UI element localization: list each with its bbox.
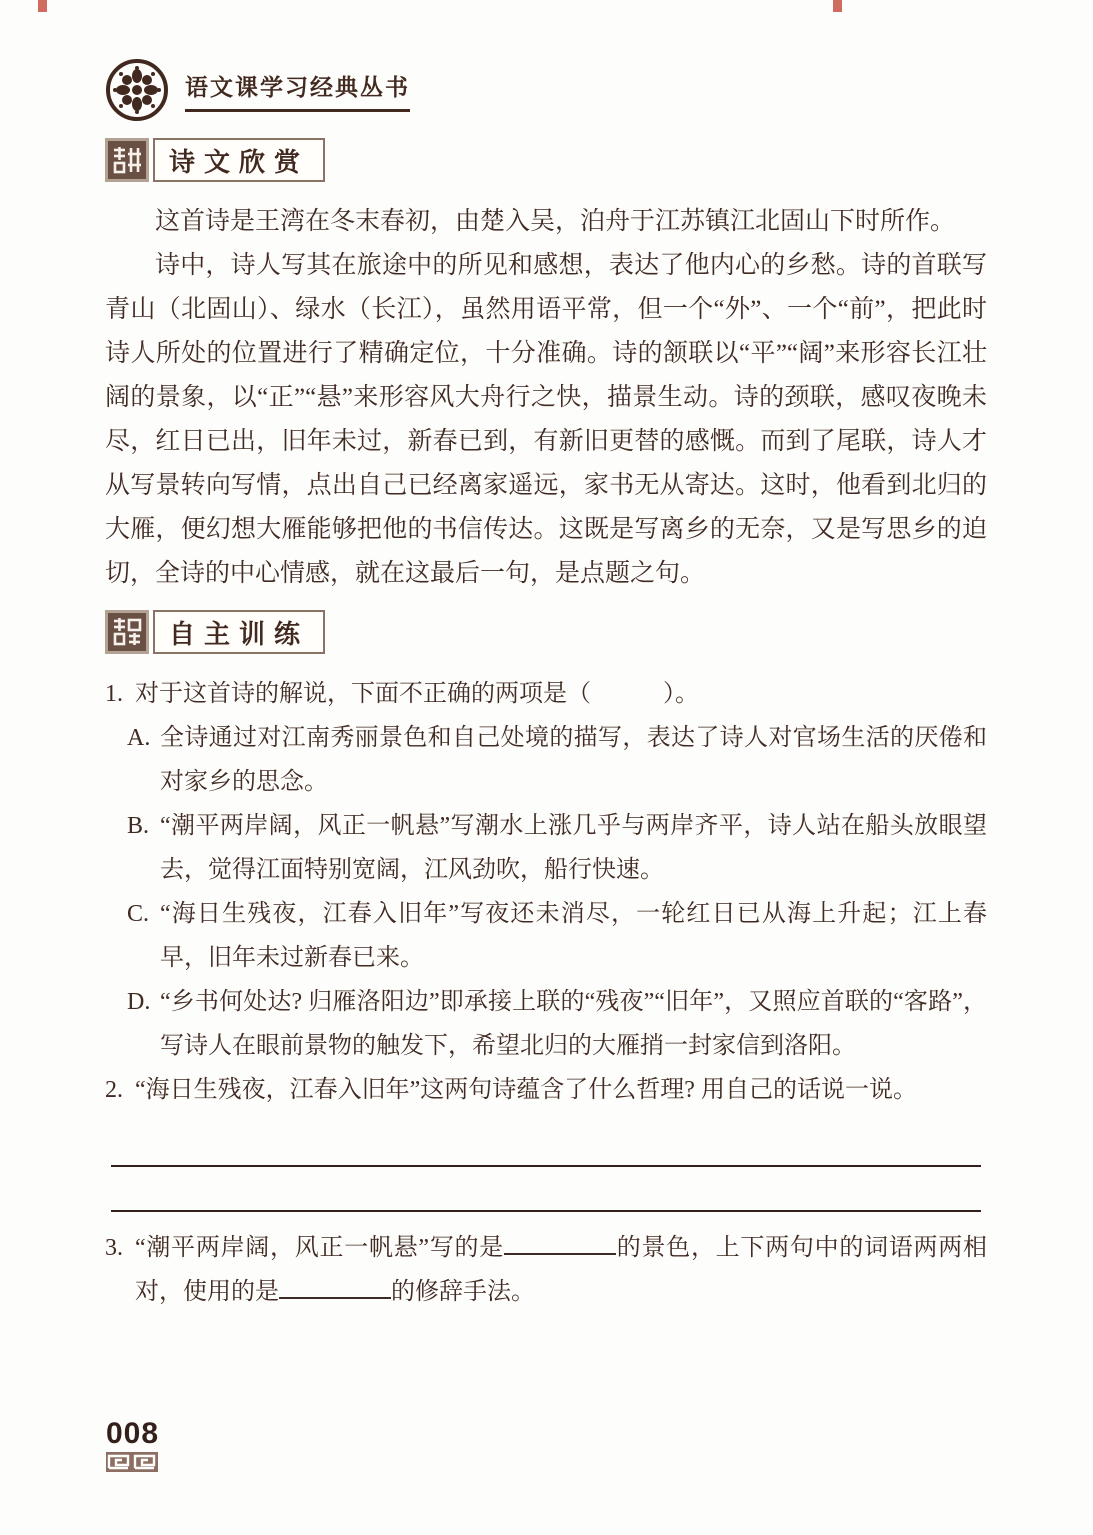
series-logo-icon <box>105 58 169 122</box>
section-badge-appreciation <box>105 138 987 182</box>
option-label: B. <box>127 813 150 839</box>
appreciation-body <box>105 200 987 596</box>
question-text-part: 的是 <box>231 1279 279 1305</box>
option-label: A. <box>127 725 151 751</box>
option-text: “海日生残夜，江春入旧年”写夜还未消尽，一轮红日已从海上升起；江上春早，旧年未过新春已来。 <box>160 901 987 971</box>
scan-artifact <box>38 0 47 12</box>
question-text-part: 的景色，上下两句中的词语两两相对，使用 <box>135 1235 987 1305</box>
question-number: 3. <box>105 1235 123 1261</box>
option-text: “乡书何处达? 归雁洛阳边”即承接上联的“残夜”“旧年”，又照应首联的“客路”，写诗人在眼前景物的触发下，希望北归的大雁捎一封家信到洛阳。 <box>160 989 987 1059</box>
paragraph: 这首诗是王湾在冬末春初，由楚入吴，泊舟于江苏镇江北固山下时所作。 <box>155 208 956 235</box>
option-d <box>105 980 987 1068</box>
question-text: “海日生残夜，江春入旧年”这两句诗蕴含了什么哲理? 用自己的话说一说。 <box>135 1077 917 1103</box>
option-b <box>105 804 987 892</box>
answer-area <box>111 1122 981 1212</box>
section-title-appreciation: 诗文欣赏 <box>153 138 325 182</box>
series-title: 语文课学习经典丛书 <box>185 69 410 112</box>
fill-in-blank[interactable] <box>279 1276 391 1299</box>
page-number: 008 <box>106 1417 160 1450</box>
question-2 <box>105 1068 987 1112</box>
question-number: 1. <box>105 681 123 707</box>
paragraph: 诗中，诗人写其在旅途中的所见和感想，表达了他内心的乡愁。诗的首联写青山（北固山）、绿水（长江），虽然用语平常，但一个“外”、一个“前”，把此时诗人所处的位置进行了精确定位，十分准确。诗的颔联以“平”“阔”来形容长江壮阔的景象，以“正”“悬”来形容风大舟行之快，描景生动。诗的颈联，感叹夜晚未尽，红日已出，旧年未过，新春已到，有新旧更替的感慨。而到了尾联，诗人才从写景转向写情，点出自己已经离家遥远，家书无从寄达。这时，他看到北归的大雁，便幻想大雁能够把他的书信传达。这既是写离乡的无奈，又是写思乡的迫切，全诗的中心情感，就在这最后一句，是点题之句。 <box>105 252 987 587</box>
answer-writing-line[interactable] <box>111 1167 981 1212</box>
page-footer <box>106 1419 159 1472</box>
option-text: “潮平两岸阔，风正一帆悬”写潮水上涨几乎与两岸齐平，诗人站在船头放眼望去，觉得江面特别宽阔，江风劲吹，船行快速。 <box>160 813 987 883</box>
page-header <box>105 58 987 122</box>
meander-ornament-icon <box>106 1452 158 1472</box>
section-title-training: 自主训练 <box>153 610 325 654</box>
option-a <box>105 716 987 804</box>
question-list <box>105 672 987 1314</box>
section-badge-training <box>105 610 987 654</box>
option-c <box>105 892 987 980</box>
seal-stamp-icon <box>105 610 149 654</box>
question-number: 2. <box>105 1077 123 1103</box>
option-label: C. <box>127 901 150 927</box>
question-1-options <box>105 716 987 1068</box>
scan-artifact <box>833 0 842 12</box>
question-1 <box>105 672 987 716</box>
question-text: 对于这首诗的解说，下面不正确的两项是（ ）。 <box>135 681 699 707</box>
fill-in-blank[interactable] <box>504 1232 616 1255</box>
option-label: D. <box>127 989 151 1015</box>
answer-writing-line[interactable] <box>111 1122 981 1167</box>
question-text-part: 的修辞手法。 <box>391 1279 535 1305</box>
question-text-part: “潮平两岸阔，风正一帆悬”写的是 <box>135 1235 505 1261</box>
option-text: 全诗通过对江南秀丽景色和自己处境的描写，表达了诗人对官场生活的厌倦和对家乡的思念。 <box>160 725 987 795</box>
seal-stamp-icon <box>105 138 149 182</box>
question-3 <box>105 1226 987 1314</box>
